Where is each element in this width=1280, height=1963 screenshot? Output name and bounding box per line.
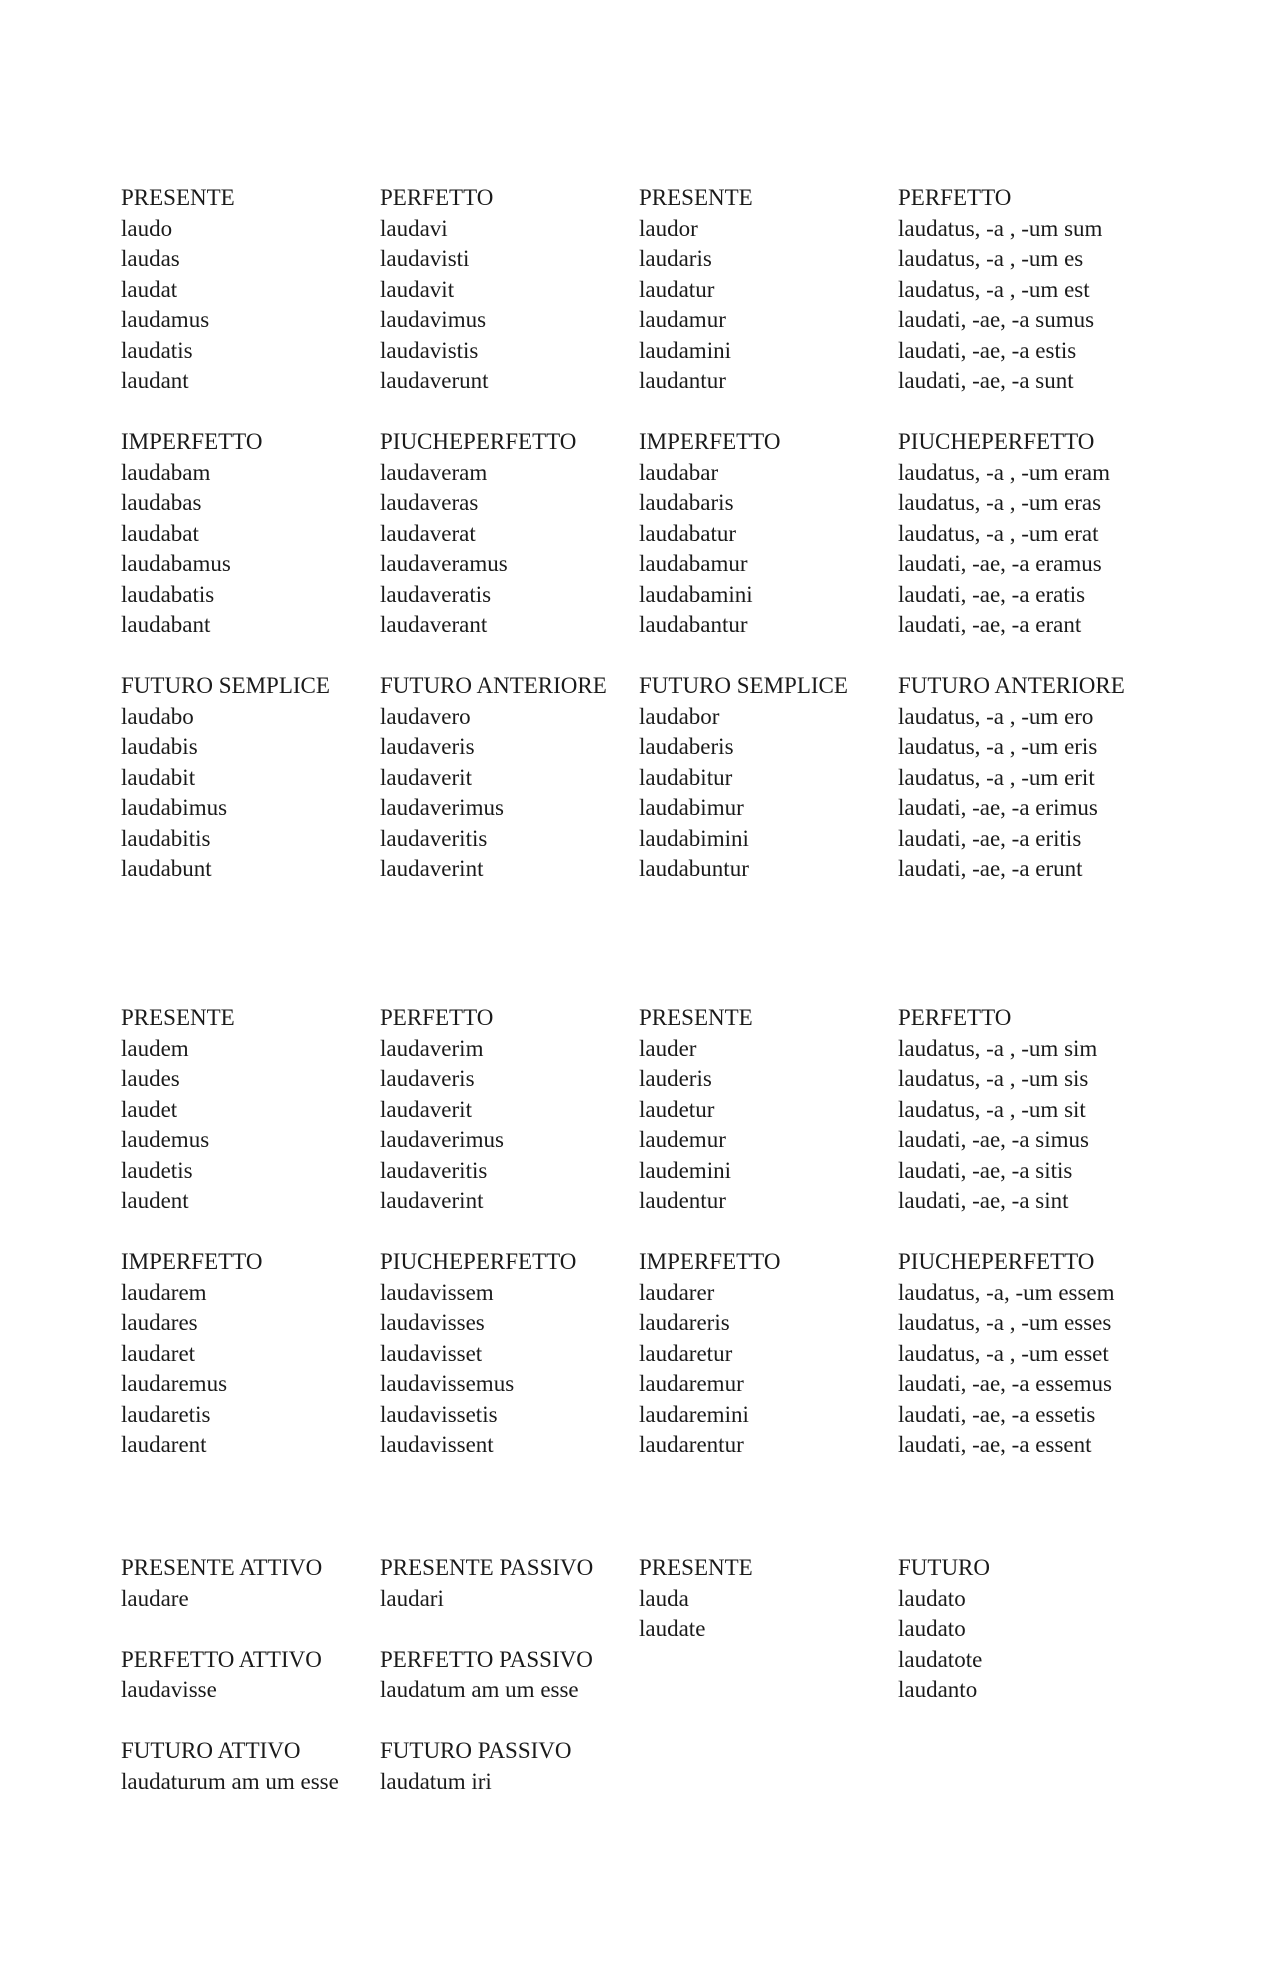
indicative-tense-column	[121, 427, 380, 641]
verb-form: laudabantur	[639, 612, 748, 637]
verb-form: laudaverint	[380, 1188, 484, 1213]
tense-header: IMPERFETTO	[121, 1249, 263, 1274]
verb-form: laudatus, -a , -um sim	[898, 1035, 1098, 1061]
subjunctive-tense-column	[639, 1003, 898, 1217]
verb-form: laudetur	[639, 1096, 715, 1122]
verb-form: laudet	[121, 1096, 178, 1122]
tense-header: IMPERFETTO	[639, 1249, 781, 1274]
spacer	[380, 1614, 639, 1645]
verb-form: laudabaris	[639, 490, 734, 515]
indicative-tense-column	[639, 183, 898, 397]
verb-form: laudabis	[121, 734, 198, 759]
subjunctive-tense-column	[898, 1003, 1161, 1217]
verb-form: laudes	[121, 1066, 180, 1091]
verb-form: laudatus, -a , -um eras	[898, 490, 1102, 515]
tense-header: PIUCHEPERFETTO	[380, 1249, 577, 1274]
verb-form: laudaret	[121, 1340, 196, 1366]
verb-form: laudabat	[121, 520, 199, 546]
verb-form: laudabamus	[121, 551, 231, 576]
verb-form: laudati, -ae, -a erunt	[898, 856, 1083, 881]
verb-form: laudabamini	[639, 581, 753, 607]
indicative-tense-column	[121, 671, 380, 885]
verb-form: laudabit	[121, 764, 196, 790]
tense-header: PIUCHEPERFETTO	[898, 1249, 1095, 1274]
verb-form: laudarem	[121, 1279, 207, 1305]
subjunctive-tense-column	[898, 1247, 1161, 1461]
verb-form: laudaveram	[380, 459, 488, 485]
verb-form: laudati, -ae, -a eratis	[898, 581, 1086, 607]
spacer	[121, 641, 1161, 672]
verb-form: laudati, -ae, -a essent	[898, 1432, 1092, 1457]
verb-form: laudabuntur	[639, 856, 749, 881]
verb-form: laudatur	[639, 276, 715, 302]
tense-header: FUTURO ANTERIORE	[898, 673, 1125, 698]
imperative-present-form: laudate	[639, 1616, 706, 1641]
verb-form: laudati, -ae, -a sunt	[898, 368, 1074, 393]
verb-form: laudati, -ae, -a eramus	[898, 551, 1102, 576]
verb-form: laudavisset	[380, 1340, 483, 1366]
verb-form: laudaveratis	[380, 581, 492, 607]
infinitive-active-future-header: FUTURO ATTIVO	[121, 1738, 301, 1763]
verb-form: laudem	[121, 1035, 189, 1061]
verb-form: laudati, -ae, -a simus	[898, 1127, 1089, 1152]
verb-form: laudabitur	[639, 764, 733, 790]
verb-form: laudabimur	[639, 795, 744, 820]
infinitive-passive-perfect-form: laudatum am um esse	[380, 1677, 579, 1702]
verb-form: laudamur	[639, 307, 726, 332]
verb-form: laudaveramus	[380, 551, 508, 576]
verb-form: laudabam	[121, 459, 211, 485]
tense-header: FUTURO SEMPLICE	[121, 673, 330, 698]
spacer	[121, 397, 1161, 428]
verb-form: laudabimini	[639, 825, 749, 851]
verb-form: laudatus, -a, -um essem	[898, 1279, 1115, 1305]
verb-form: laudavissem	[380, 1279, 494, 1305]
spacer	[121, 1217, 1161, 1248]
verb-form: laudatus, -a , -um est	[898, 276, 1090, 302]
verb-form: laudaretur	[639, 1340, 733, 1366]
infinitive-active-column	[121, 1553, 380, 1797]
indicative-tense-group	[121, 183, 1161, 397]
indicative-tense-column	[380, 183, 639, 397]
imperative-present-header: PRESENTE	[639, 1555, 753, 1580]
verb-form: laudati, -ae, -a eritis	[898, 825, 1082, 851]
subjunctive-tense-column	[380, 1247, 639, 1461]
verb-form: laudaremus	[121, 1371, 228, 1396]
verb-form: laudareris	[639, 1310, 730, 1335]
verb-form: laudantur	[639, 368, 726, 393]
verb-form: laudaverint	[380, 856, 484, 881]
indicative-tense-column	[898, 671, 1161, 885]
verb-form: laudaremini	[639, 1401, 749, 1427]
verb-form: laudati, -ae, -a sumus	[898, 307, 1095, 332]
indicative-tense-column	[380, 671, 639, 885]
verb-form: laudabamur	[639, 551, 748, 576]
infinitive-active-perfect-form: laudavisse	[121, 1677, 217, 1702]
verb-form: laudati, -ae, -a essemus	[898, 1371, 1112, 1396]
verb-form: laudaberis	[639, 734, 734, 759]
verb-form: laudabatis	[121, 581, 215, 607]
verb-form: laudavit	[380, 276, 455, 302]
verb-form: laudavimus	[380, 307, 487, 332]
verb-form: laudabunt	[121, 856, 212, 881]
verb-form: laudatis	[121, 337, 193, 363]
verb-form: laudati, -ae, -a erant	[898, 612, 1082, 637]
verb-form: laudemus	[121, 1127, 210, 1152]
verb-form: laudaverit	[380, 764, 472, 790]
verb-form: laudentur	[639, 1188, 726, 1213]
indicative-section	[121, 183, 1161, 885]
infinitive-passive-present-form: laudari	[380, 1585, 444, 1611]
verb-form: laudatus, -a , -um esses	[898, 1310, 1112, 1335]
tense-header: PERFETTO	[380, 185, 494, 210]
verb-form: laudabatur	[639, 520, 737, 546]
verb-form: laudabor	[639, 703, 720, 729]
verb-form: laudaveritis	[380, 825, 488, 851]
verb-form: laudabitis	[121, 825, 211, 851]
subjunctive-tense-column	[121, 1247, 380, 1461]
verb-form: laudamus	[121, 307, 210, 332]
indicative-tense-column	[898, 427, 1161, 641]
infinitive-passive-present-header: PRESENTE PASSIVO	[380, 1555, 594, 1580]
verb-form: laudatus, -a , -um es	[898, 246, 1084, 271]
imperative-present-form: lauda	[639, 1585, 689, 1611]
subjunctive-tense-column	[380, 1003, 639, 1217]
verb-form: lauderis	[639, 1066, 712, 1091]
imperative-future-column	[898, 1553, 1161, 1797]
subjunctive-tense-group	[121, 1247, 1161, 1461]
infinitive-passive-future-header: FUTURO PASSIVO	[380, 1738, 572, 1763]
verb-form: laudemini	[639, 1157, 731, 1183]
verb-form: laudaverimus	[380, 1127, 504, 1152]
subjunctive-section	[121, 1003, 1161, 1461]
verb-form: laudent	[121, 1188, 189, 1213]
verb-form: laudarent	[121, 1432, 207, 1457]
infinitive-active-present-header: PRESENTE ATTIVO	[121, 1555, 323, 1580]
verb-form: laudati, -ae, -a sitis	[898, 1157, 1073, 1183]
verb-form: laudant	[121, 368, 189, 393]
tense-header: PRESENTE	[639, 1005, 753, 1030]
verb-form: laudati, -ae, -a sint	[898, 1188, 1069, 1213]
verb-form: lauder	[639, 1035, 697, 1061]
subjunctive-tense-column	[639, 1247, 898, 1461]
spacer	[121, 1614, 380, 1645]
tense-header: IMPERFETTO	[639, 429, 781, 454]
tense-header: PERFETTO	[380, 1005, 494, 1030]
verb-form: laudavisti	[380, 246, 470, 271]
tense-header: PERFETTO	[898, 185, 1012, 210]
verb-form: laudo	[121, 215, 173, 241]
spacer	[121, 1706, 380, 1737]
verb-form: laudatus, -a , -um erat	[898, 520, 1099, 546]
verb-form: laudatus, -a , -um sit	[898, 1096, 1086, 1122]
verb-form: laudas	[121, 246, 180, 271]
verb-form: laudarentur	[639, 1432, 744, 1457]
subjunctive-tense-column	[121, 1003, 380, 1217]
verb-form: laudaris	[639, 246, 712, 271]
imperative-future-form: laudanto	[898, 1677, 978, 1702]
verb-form: laudaverit	[380, 1096, 472, 1122]
verb-form: laudatus, -a , -um sis	[898, 1066, 1089, 1091]
verb-form: laudaremur	[639, 1371, 744, 1396]
indicative-tense-column	[639, 427, 898, 641]
verb-form: laudaveris	[380, 1066, 475, 1091]
infinitive-passive-perfect-header: PERFETTO PASSIVO	[380, 1646, 593, 1672]
tense-header: PIUCHEPERFETTO	[380, 429, 577, 454]
subjunctive-tense-group	[121, 1003, 1161, 1217]
verb-form: laudavisses	[380, 1310, 485, 1335]
verb-form: laudabant	[121, 612, 211, 637]
indicative-tense-column	[121, 183, 380, 397]
infinitive-passive-column	[380, 1553, 639, 1797]
verb-form: laudabimus	[121, 795, 228, 820]
verb-form: laudavi	[380, 215, 448, 241]
imperative-present-column	[639, 1553, 898, 1797]
verb-form: laudaverim	[380, 1035, 484, 1061]
verb-form: laudatus, -a , -um sum	[898, 215, 1103, 241]
verb-form: laudor	[639, 215, 698, 241]
verb-form: laudaverimus	[380, 795, 504, 820]
imperative-future-form: laudatote	[898, 1646, 983, 1672]
infinitive-imperative-section	[121, 1553, 1161, 1797]
verb-form: laudamini	[639, 337, 731, 363]
verb-form: laudat	[121, 276, 178, 302]
indicative-tense-column	[380, 427, 639, 641]
verb-form: laudatus, -a , -um erit	[898, 764, 1095, 790]
verb-form: laudatus, -a , -um eris	[898, 734, 1098, 759]
verb-form: laudares	[121, 1310, 198, 1335]
verb-form: laudavissent	[380, 1432, 494, 1457]
verb-form: laudaveras	[380, 490, 479, 515]
verb-form: laudabar	[639, 459, 719, 485]
verb-form: laudarer	[639, 1279, 715, 1305]
verb-form: laudati, -ae, -a essetis	[898, 1401, 1096, 1427]
verb-form: laudati, -ae, -a estis	[898, 337, 1077, 363]
imperative-future-form: laudato	[898, 1585, 966, 1611]
imperative-future-header: FUTURO	[898, 1555, 991, 1580]
imperative-future-form: laudato	[898, 1616, 966, 1641]
tense-header: IMPERFETTO	[121, 429, 263, 454]
infinitive-active-future-form: laudaturum am um esse	[121, 1768, 339, 1794]
verb-form: laudaveritis	[380, 1157, 488, 1183]
tense-header: PRESENTE	[639, 185, 753, 210]
verb-form: laudaverat	[380, 520, 476, 546]
verb-form: laudavero	[380, 703, 471, 729]
verb-form: laudavissetis	[380, 1401, 498, 1427]
verb-form: laudatus, -a , -um eram	[898, 459, 1111, 485]
verb-form: laudaretis	[121, 1401, 211, 1427]
verb-form: laudaverunt	[380, 368, 489, 393]
tense-header: FUTURO ANTERIORE	[380, 673, 607, 698]
verb-form: laudabas	[121, 490, 202, 515]
verb-form: laudatus, -a , -um ero	[898, 703, 1094, 729]
indicative-tense-column	[898, 183, 1161, 397]
verb-form: laudavistis	[380, 337, 479, 363]
tense-header: FUTURO SEMPLICE	[639, 673, 848, 698]
tense-header: PRESENTE	[121, 185, 235, 210]
tense-header: PIUCHEPERFETTO	[898, 429, 1095, 454]
indicative-tense-column	[639, 671, 898, 885]
indicative-tense-group	[121, 671, 1161, 885]
verb-form: laudaveris	[380, 734, 475, 759]
verb-form: laudemur	[639, 1127, 726, 1152]
verb-form: laudatus, -a , -um esset	[898, 1340, 1109, 1366]
tense-header: PRESENTE	[121, 1005, 235, 1030]
spacer	[380, 1706, 639, 1737]
verb-form: laudetis	[121, 1157, 193, 1183]
infinitive-active-present-form: laudare	[121, 1585, 189, 1611]
infinitive-passive-future-form: laudatum iri	[380, 1768, 492, 1794]
verb-form: laudabo	[121, 703, 194, 729]
verb-form: laudati, -ae, -a erimus	[898, 795, 1098, 820]
infinitive-active-perfect-header: PERFETTO ATTIVO	[121, 1646, 322, 1672]
verb-form: laudaverant	[380, 612, 488, 637]
tense-header: PERFETTO	[898, 1005, 1012, 1030]
indicative-tense-group	[121, 427, 1161, 641]
verb-form: laudavissemus	[380, 1371, 515, 1396]
